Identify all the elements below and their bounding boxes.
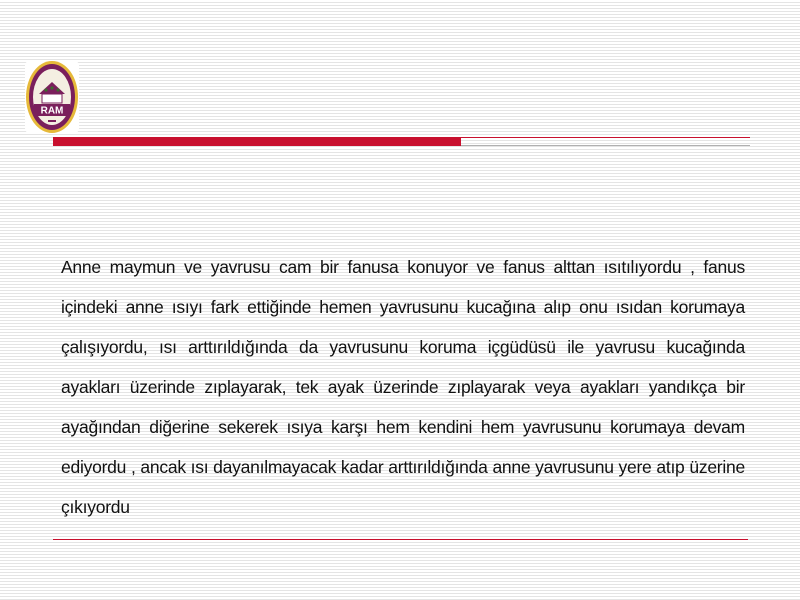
ram-emblem-icon xyxy=(25,60,79,134)
logo-label: RAM xyxy=(40,105,64,117)
body-paragraph: Anne maymun ve yavrusu cam bir fanusa konuyor ve fanus alttan ısıtılıyordu , fanus içindeki anne ısıyı fark ettiğinde hemen yavrusunu kucağına alıp onu ısıdan korumaya çalışıyordu, ısı arttırıldığında da yavrusunu koruma içgüdüsü ile yavrusu kucağında ayakları üzerinde zıplayarak, tek ayak üzerinde zıplayarak veya ayakları yandıkça bir ayağından diğerine sekerek ısıya karşı hem kendini hem yavrusunu korumaya devam ediyordu , ancak ısı dayanılmayacak kadar arttırıldığında anne yavrusunu yere atıp üzerine çıkıyordu xyxy=(61,257,745,517)
ram-logo xyxy=(25,60,79,134)
footer-rule xyxy=(53,539,748,540)
header-rule-thick xyxy=(53,138,461,146)
header-rule-gray xyxy=(461,145,750,146)
